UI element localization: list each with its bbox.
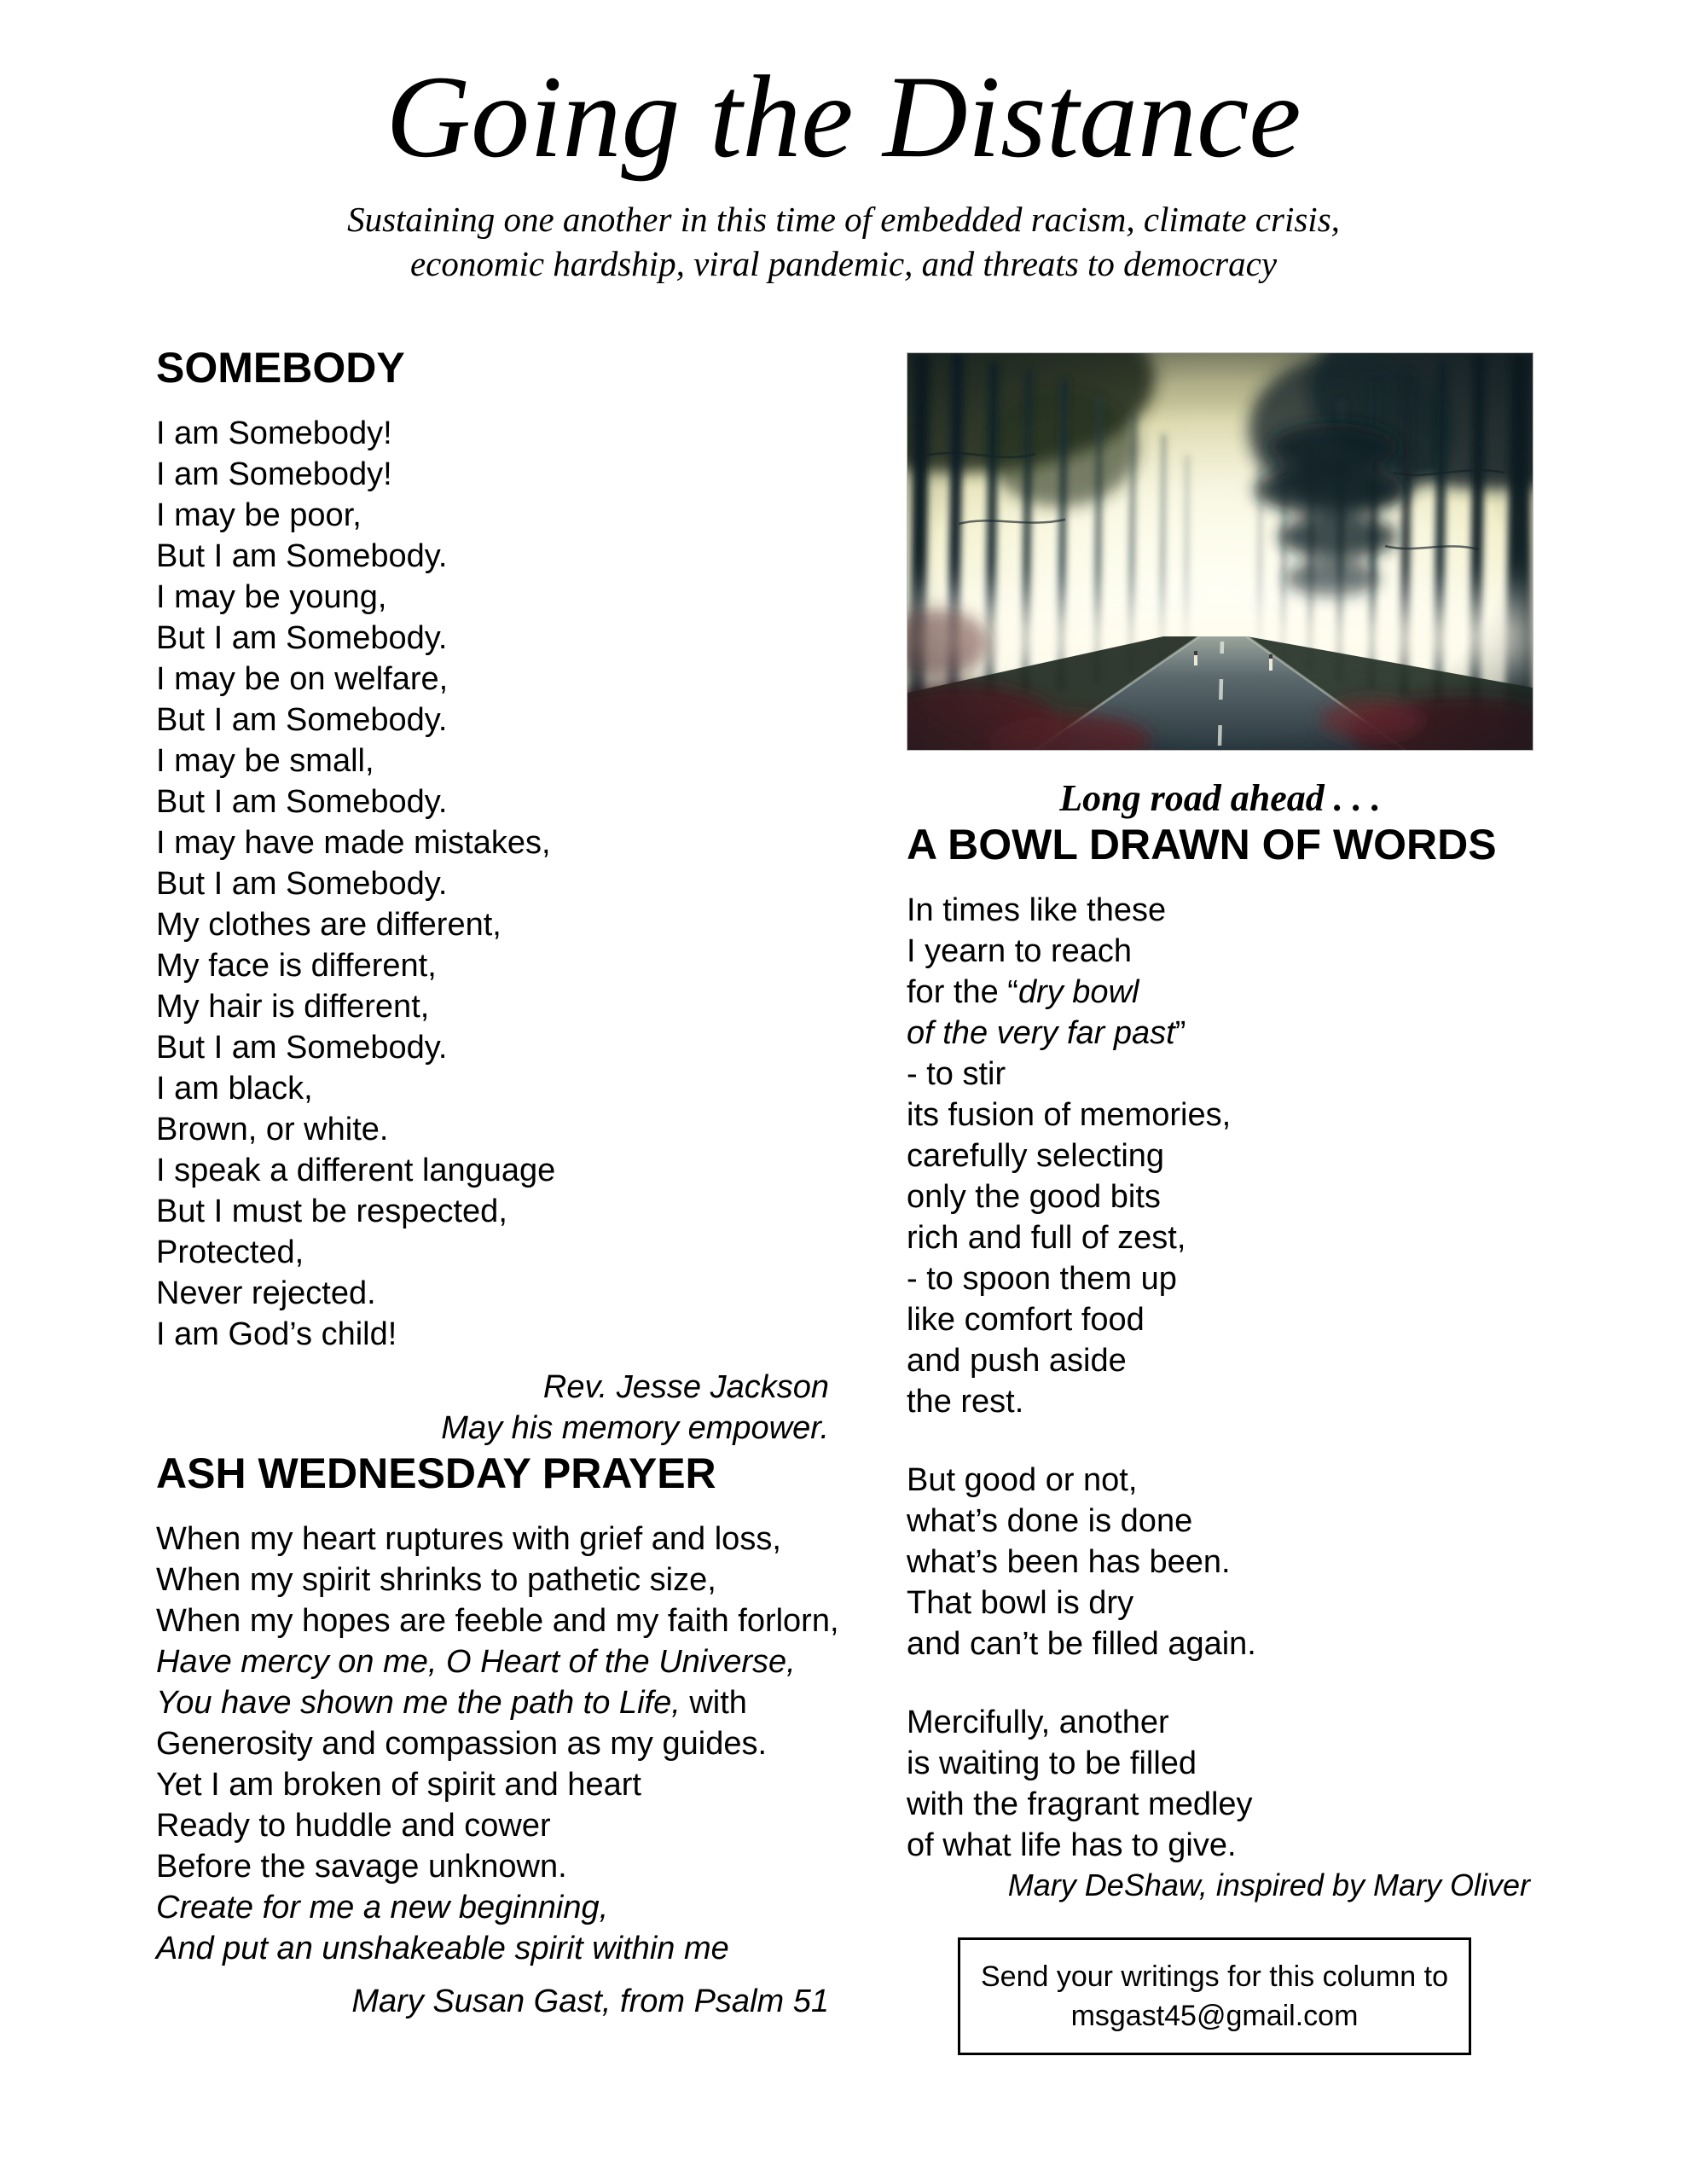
poem-line: But I am Somebody. [156,538,448,574]
bowl-attribution: Mary DeShaw, inspired by Mary Oliver [1007,1867,1530,1902]
poem-line: what’s been has been. [907,1544,1231,1580]
poem-line: Protected, [156,1234,304,1270]
poem-line: and push aside [907,1343,1127,1379]
somebody-poem [156,413,877,1355]
left-column [156,343,877,2022]
poem-line: But I am Somebody. [156,784,448,820]
attribution-line: May his memory empower. [441,1410,829,1446]
email-text: msgast45@gmail.com [1070,2000,1359,2032]
poem-line: My face is different, [156,948,437,984]
poem-line: My clothes are different, [156,907,501,943]
poem-line: - to stir [907,1056,1006,1092]
forest-road-photo [907,352,1533,751]
subtitle-line: Sustaining one another in this time of embedded racism, climate crisis, [347,199,1340,239]
poem-line: what’s done is done [907,1503,1193,1539]
forest-road-illustration [907,353,1533,750]
page-title: Going the Distance [386,51,1301,182]
bowl-heading: A BOWL DRAWN OF WORDS [907,821,1497,868]
ash-wednesday-attribution [156,1981,877,2022]
bowl-stanza-2 [907,1460,1533,1664]
bowl-stanza-1 [907,890,1533,1422]
poem-line: I may be young, [156,579,387,615]
poem-line: But I must be respected, [156,1194,507,1229]
submit-writings-box [958,1937,1471,2055]
page-header [0,49,1687,286]
poem-line: But I am Somebody. [156,620,448,656]
page-subtitle [0,197,1687,286]
poem-line: Yet I am broken of spirit and heart [156,1767,641,1803]
poem-line: - to spoon them up [907,1261,1177,1297]
poem-line: and can’t be filled again. [907,1626,1256,1662]
poem-line: Create for me a new beginning, [156,1890,609,1926]
poem-line: Generosity and compassion as my guides. [156,1726,768,1762]
poem-line: When my spirit shrinks to pathetic size, [156,1562,716,1598]
poem-line: Have mercy on me, O Heart of the Universe, [156,1644,796,1680]
poem-line: I may be on welfare, [156,661,449,697]
attribution-line: Mary Susan Gast, from Psalm 51 [351,1984,829,2019]
poem-line: Ready to huddle and cower [156,1808,551,1844]
poem-line: But I am Somebody. [156,702,448,738]
poem-line: of the very far past” [907,1015,1186,1051]
poem-line: rich and full of zest, [907,1220,1186,1256]
poem-line: Before the savage unknown. [156,1849,567,1885]
poem-line: I may be poor, [156,497,362,533]
poem-line: In times like these [907,892,1167,928]
poem-line: Mercifully, another [907,1705,1169,1740]
ash-wednesday-heading: ASH WEDNESDAY PRAYER [156,1449,716,1497]
poem-line: I am God’s child! [156,1316,397,1352]
poem-line: You have shown me the path to Life, with [156,1685,747,1721]
poem-line: I may be small, [156,743,374,779]
poem-line: of what life has to give. [907,1827,1237,1863]
poem-line: Brown, or white. [156,1112,389,1147]
poem-line: like comfort food [907,1302,1145,1338]
poem-line: But good or not, [907,1462,1138,1498]
poem-line: is waiting to be filled [907,1745,1197,1781]
poem-line: carefully selecting [907,1138,1165,1174]
poem-line: Never rejected. [156,1275,376,1311]
poem-line: I may have made mistakes, [156,825,551,861]
right-column [907,352,1533,2055]
poem-line: only the good bits [907,1179,1161,1215]
poem-line: I am black, [156,1071,313,1107]
submit-box-text: Send your writings for this column to [980,1960,1449,1993]
subtitle-line: economic hardship, viral pandemic, and threats to democracy [409,243,1278,283]
bowl-stanza-3 [907,1702,1533,1866]
poem-line: with the fragrant medley [907,1786,1253,1822]
poem-line: the rest. [907,1384,1024,1420]
poem-line: That bowl is dry [907,1585,1134,1621]
poem-line: its fusion of memories, [907,1097,1232,1133]
attribution-line: Rev. Jesse Jackson [542,1369,829,1405]
poem-line: I yearn to reach [907,933,1133,969]
poem-line: When my heart ruptures with grief and loss, [156,1521,781,1557]
somebody-attribution [156,1367,877,1449]
poem-line: My hair is different, [156,989,430,1025]
poem-line: But I am Somebody. [156,1030,448,1066]
poem-line: I am Somebody! [156,456,392,492]
poem-line: When my hopes are feeble and my faith forlorn, [156,1603,839,1639]
poem-line: for the “dry bowl [907,974,1139,1010]
poem-line: I am Somebody! [156,415,392,451]
poem-line: I speak a different language [156,1153,556,1188]
ash-wednesday-poem [156,1519,877,1969]
poem-line: But I am Somebody. [156,866,448,902]
somebody-heading: SOMEBODY [156,344,405,392]
poem-line: And put an unshakeable spirit within me [156,1931,729,1966]
photo-caption: Long road ahead . . . [1059,777,1381,819]
